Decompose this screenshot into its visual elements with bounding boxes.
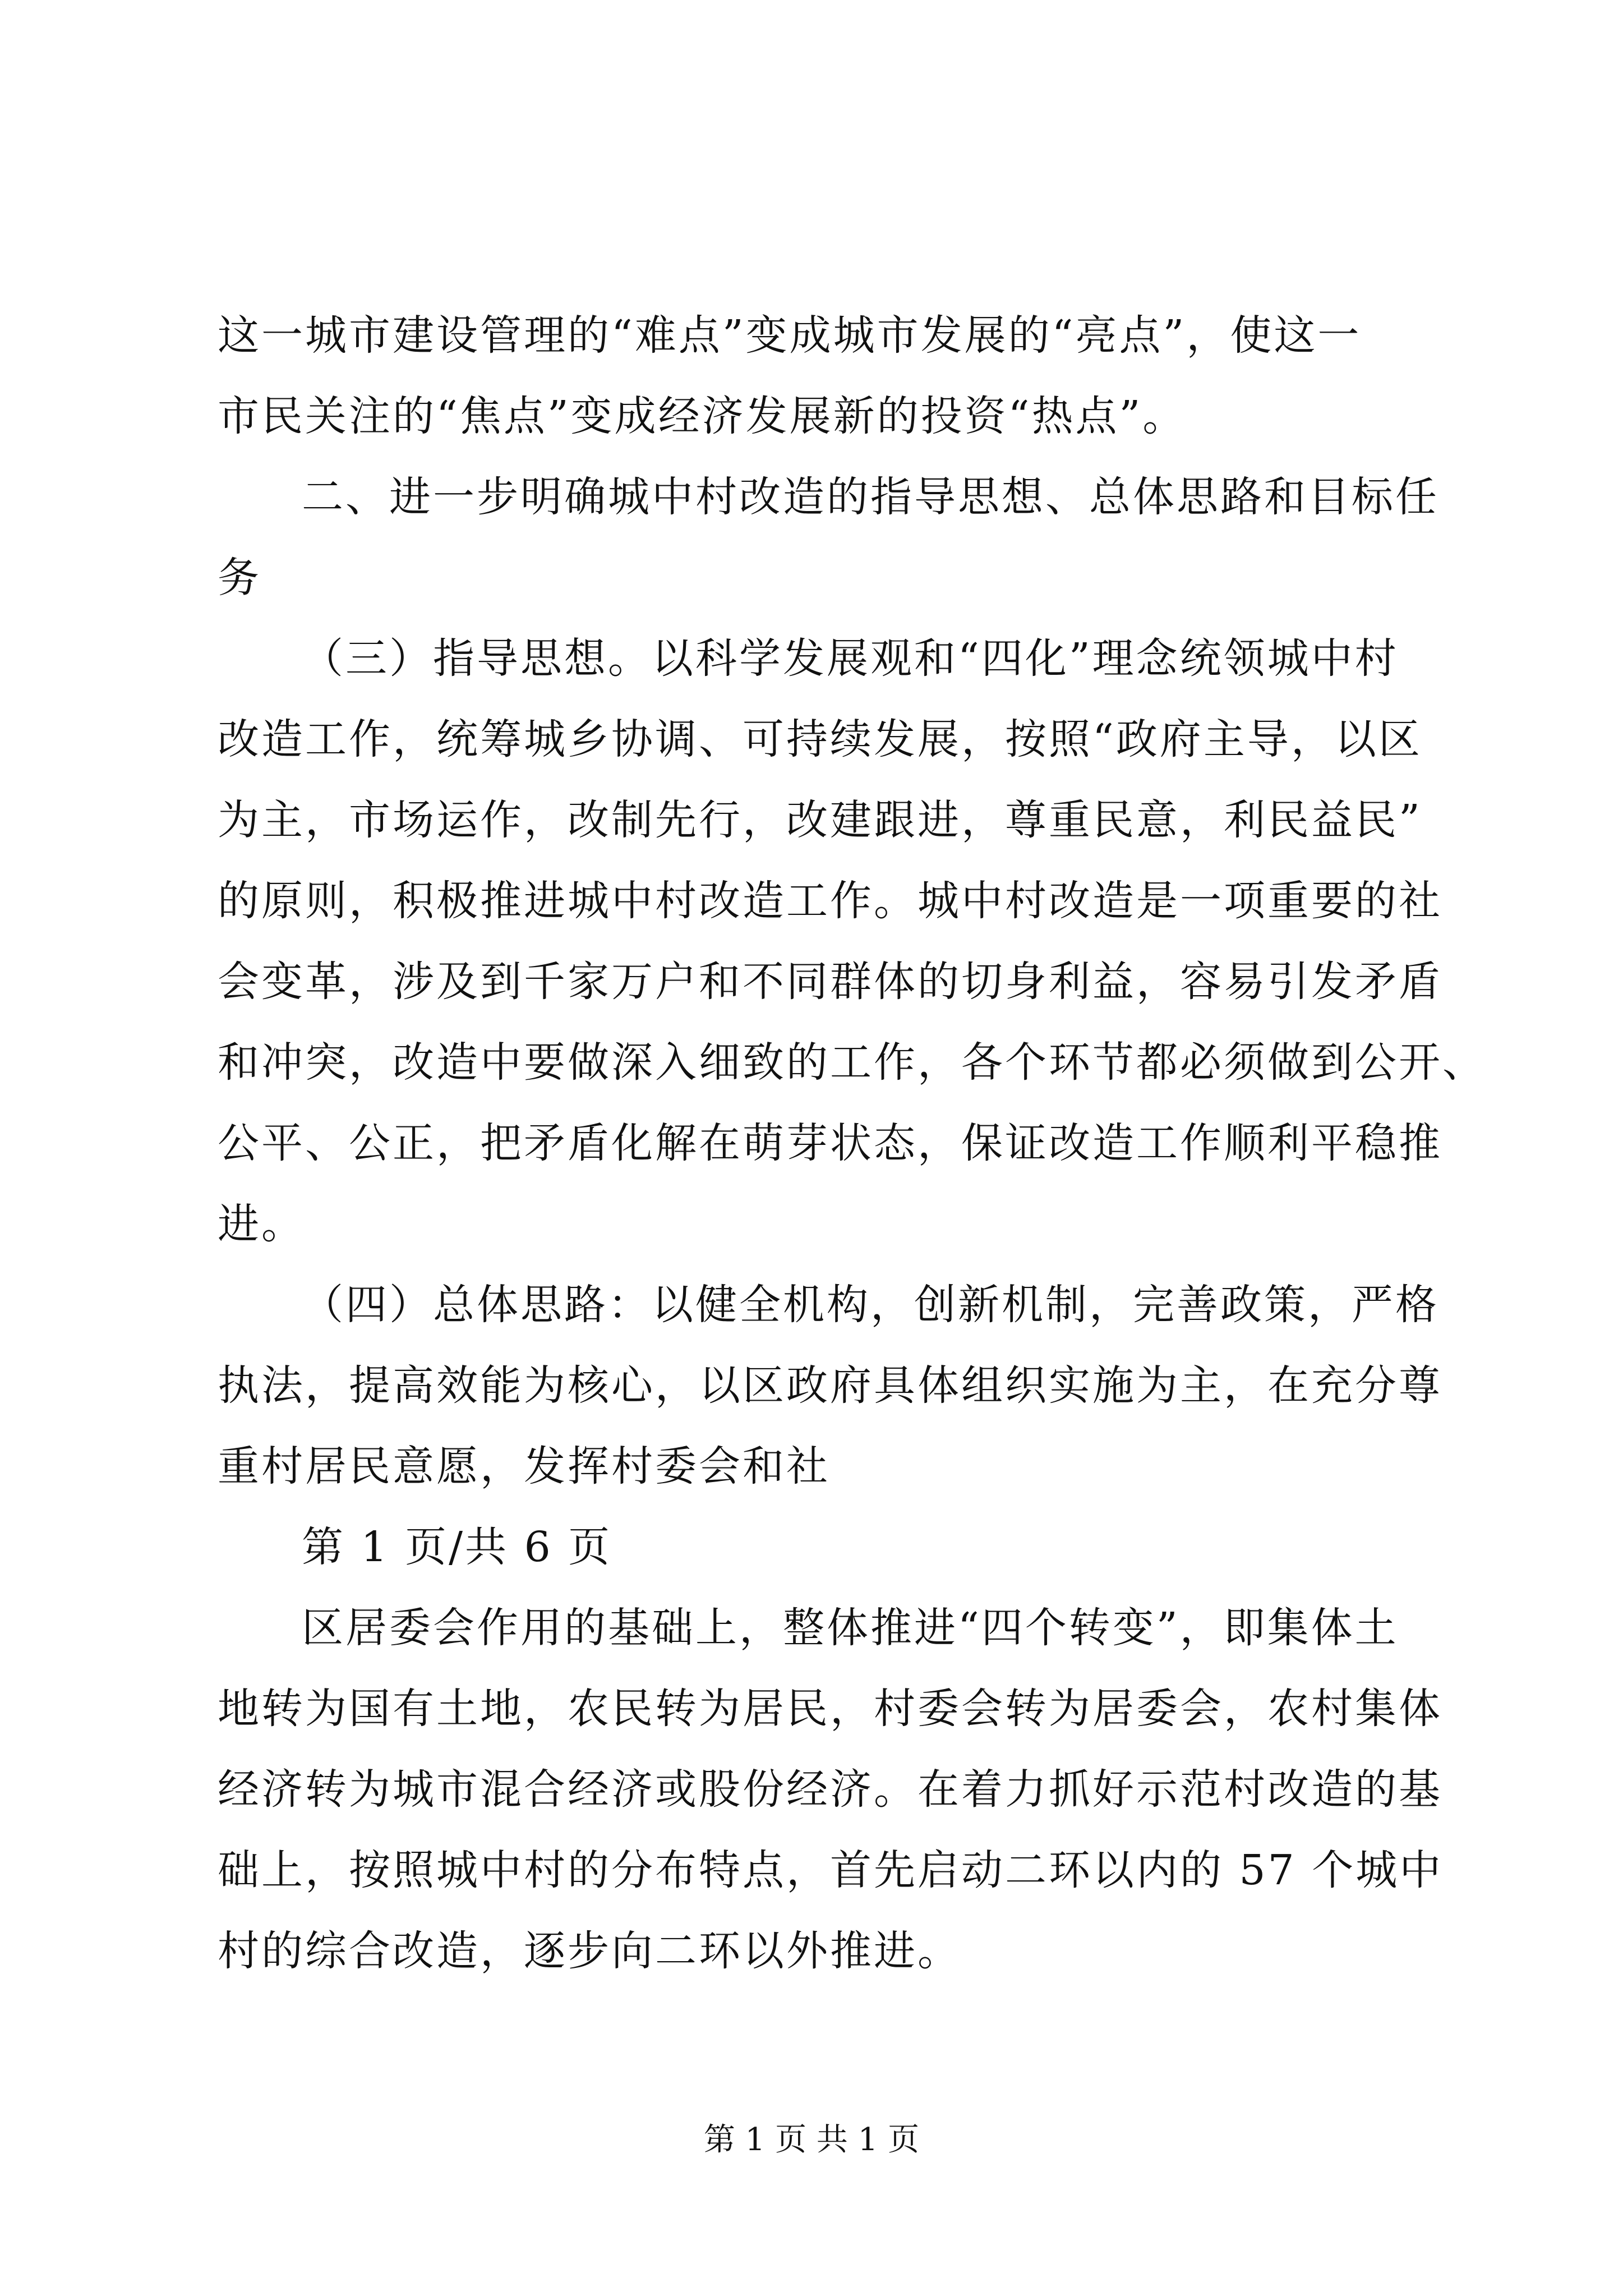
text-line: 执法，提高效能为核心，以区政府具体组织实施为主，在充分尊 [218,1361,1442,1410]
text-line: 础上，按照城中村的分布特点，首先启动二环以内的 57 个城中 [218,1846,1444,1894]
text-line: 这一城市建设管理的“难点”变成城市发展的“亮点”，使这一 [218,311,1362,360]
text-line: 重村居民意愿，发挥村委会和社 [218,1442,830,1490]
inline-page-marker: 第 1 页/共 6 页 [302,1523,612,1571]
text-line: 改造工作，统筹城乡协调、可持续发展，按照“政府主导，以区 [218,715,1422,763]
text-line: 公平、公正，把矛盾化解在萌芽状态，保证改造工作顺利平稳推 [218,1119,1442,1167]
section-heading-continuation: 务 [218,554,261,602]
text-line: （三）指导思想。以科学发展观和“四化”理念统领城中村 [302,634,1399,683]
section-heading: 二、进一步明确城中村改造的指导思想、总体思路和目标任 [302,473,1439,521]
text-line: 市民关注的“焦点”变成经济发展新的投资“热点”。 [218,392,1187,440]
text-line: （四）总体思路：以健全机构，创新机制，完善政策，严格 [302,1281,1439,1329]
text-line: 进。 [218,1200,305,1248]
text-line: 的原则，积极推进城中村改造工作。城中村改造是一项重要的社 [218,877,1442,925]
page-footer: 第 1 页 共 1 页 [703,2122,920,2158]
text-line: 为主，市场运作，改制先行，改建跟进，尊重民意，利民益民” [218,796,1422,844]
text-line: 地转为国有土地，农民转为居民，村委会转为居委会，农村集体 [218,1685,1442,1733]
text-line: 会变革，涉及到千家万户和不同群体的切身利益，容易引发矛盾 [218,958,1442,1006]
text-line: 区居委会作用的基础上，整体推进“四个转变”，即集体土 [302,1604,1399,1652]
text-line: 和冲突，改造中要做深入细致的工作，各个环节都必须做到公开、 [218,1038,1486,1087]
text-line: 经济转为城市混合经济或股份经济。在着力抓好示范村改造的基 [218,1765,1442,1814]
text-line: 村的综合改造，逐步向二环以外推进。 [218,1927,961,1975]
